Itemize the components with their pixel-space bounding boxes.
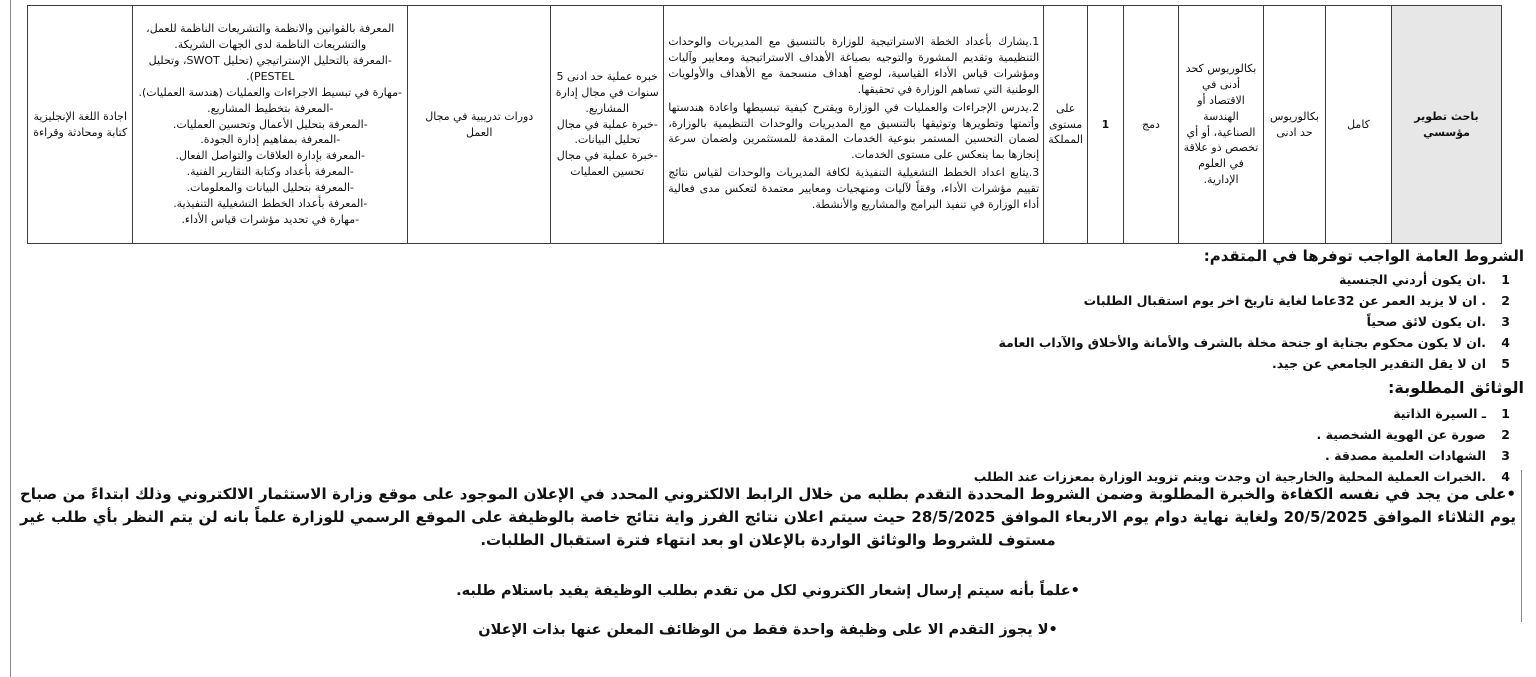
document-item <box>324 445 1524 466</box>
knowledge-item: المعرفة بالقوانين والانظمة والتشريعات الناظمة للعمل، والتشريعات الناظمة لدى الجهات الشريكة. <box>146 21 395 51</box>
knowledge-item: -المعرفة بإدارة العلاقات والتواصل الفعال. <box>175 149 365 163</box>
qualification-detail-cell: بكالوريوس كحد أدنى في الاقتصاد أو الهندسة الصناعية، أو أي تخصص ذو علاقة في العلوم الإدارية. <box>1179 6 1264 244</box>
knowledge-item: -المعرفة بالتحليل الإستراتيجي (تحليل SWOT، وتحليل PESTEL). <box>148 53 392 83</box>
duty-item: 1.يشارك بأعداد الخطة الاستراتيجية للوزارة بالتنسيق مع المديريات والوحدات التنظيمية وتقديم المشورة والتوجيه بصياغة الأهداف الاستراتيجية ومعايير وآليات ومؤشرات قياس الأداء القياسية، لوضع أهداف منسجمة مع الأهداف والأولويات الوطنية التي تساهم الوزارة في تحقيقها. <box>668 34 1040 96</box>
training-cell: دورات تدريبية في مجال العمل <box>408 6 551 244</box>
single-application-note: •لا يجوز التقدم الا على وظيفة واحدة فقط من الوظائف المعلن عنها بذات الإعلان <box>478 622 1058 638</box>
notification-note: •علماً بأنه سيتم إرسال إشعار الكتروني لكل من تقدم بطلب الوظيفة يفيد باستلام طلبه. <box>456 583 1080 599</box>
general-conditions-list <box>324 269 1524 374</box>
employment-type-cell: كامل <box>1326 6 1392 244</box>
document-item <box>324 403 1524 424</box>
document-number: 3 <box>1501 448 1510 463</box>
experience-cell <box>551 6 664 244</box>
location-cell: على مستوى المملكة <box>1044 6 1088 244</box>
job-title: باحث تطوير مؤسسي <box>1414 109 1479 139</box>
condition-number: 4 <box>1501 335 1510 350</box>
notes-section <box>20 483 1516 638</box>
condition-text: .ان لا يكون محكوم بجناية او جنحة مخلة بالشرف والأمانة والأخلاق والآداب العامة <box>998 335 1486 350</box>
condition-number: 3 <box>1501 314 1510 329</box>
condition-number: 2 <box>1501 293 1510 308</box>
condition-number: 5 <box>1501 356 1510 371</box>
knowledge-item: -المعرفة بأعداد وكتابة التقارير الفنية. <box>186 165 354 179</box>
knowledge-item: -مهارة في تحديد مؤشرات قياس الأداء. <box>181 213 360 227</box>
category-cell: دمج <box>1124 6 1179 244</box>
language-skills-cell: اجادة اللغة الإنجليزية كتابة ومحادثة وقراءة <box>28 6 133 244</box>
knowledge-item: -المعرفة بتخطيط المشاريع. <box>207 101 334 115</box>
duty-item: 2.يدرس الإجراءات والعمليات في الوزارة ويقترح كيفية تبسيطها واعادة هندستها وأتمتها وتطويرها وتوثيقها بالتنسيق مع المديريات والوحدات التنظيمية بالوزارة، لضمان التحسين المستمر بنوعية الخدمات المقدمة للمستثمرين ولضمان سرعة إنجازها بما ينعكس على مستوى الخدمات. <box>668 100 1040 162</box>
condition-text: ان لا يقل التقدير الجامعي عن جيد. <box>1272 356 1486 371</box>
duties-cell <box>664 6 1044 244</box>
application-instructions-note: •على من يجد في نفسه الكفاءة والخبرة المطلوبة وضمن الشروط المحددة التقدم بطلبه من خلال الرابط الالكتروني المحدد في الإعلان الموجود على موقع وزارة الاستثمار الالكتروني وذلك ابتداءً من صباح يوم الثلاثاء الموافق 20/5/2025 ولغاية نهاية دوام يوم الاربعاء الموافق 28/5/2025 حيث سيتم اعلان نتائج الفرز واية نتائج خاصة بالوظيفة على الموقع الرسمي للوزارة علماً بانه لن يتم النظر بأي طلب غير مستوف للشروط والوثائق الواردة بالإعلان او بعد انتهاء فترة استقبال الطلبات. <box>20 485 1516 549</box>
job-posting-table <box>27 5 1502 244</box>
page-left-border-line <box>10 0 11 677</box>
condition-item <box>324 353 1524 374</box>
condition-item <box>324 332 1524 353</box>
condition-item <box>324 311 1524 332</box>
required-documents-title: الوثائق المطلوبة: <box>1387 378 1524 397</box>
knowledge-item: -المعرفة بأعداد الخطط التشغيلية التنفيذية. <box>173 197 368 211</box>
condition-text: .ان يكون لائق صحياً <box>1366 314 1486 329</box>
knowledge-item: -المعرفة بتحليل الأعمال وتحسين العمليات. <box>172 117 368 131</box>
knowledge-item: -مهارة في تبسيط الاجراءات والعمليات (هندسة العمليات). <box>138 85 402 99</box>
document-text: صورة عن الهوية الشخصية . <box>1316 427 1486 442</box>
conditions-and-documents-section <box>324 246 1524 487</box>
document-text: ـ السيرة الذاتية <box>1393 406 1486 421</box>
required-documents-list <box>324 403 1524 487</box>
experience-item: -خبرة عملية في مجال تحسين العمليات <box>556 149 658 179</box>
knowledge-skills-cell <box>133 6 408 244</box>
document-item <box>324 424 1524 445</box>
vacancies-count-cell: 1 <box>1088 6 1124 244</box>
job-title-cell <box>1392 6 1502 244</box>
condition-text: . ان لا يزيد العمر عن 32عاما لغاية تاريخ اخر يوم استقبال الطلبات <box>1083 293 1486 308</box>
condition-item <box>324 269 1524 290</box>
experience-item: خبره عملية حد ادنى 5 سنوات في مجال إدارة المشاريع. <box>555 69 659 115</box>
table-row <box>28 6 1502 244</box>
experience-item: -خبرة عملية في مجال تحليل البيانات. <box>556 117 658 147</box>
general-conditions-title: الشروط العامة الواجب توفرها في المتقدم: <box>1203 247 1524 265</box>
condition-text: .ان يكون أردني الجنسية <box>1339 272 1486 287</box>
document-number: 4 <box>1501 469 1510 484</box>
document-text: الشهادات العلمية مصدقة . <box>1325 448 1486 463</box>
document-text: .الخبرات العملية المحلية والخارجية ان وجدت ويتم تزويد الوزارة بمعززات عند الطلب <box>973 469 1486 484</box>
document-number: 2 <box>1501 427 1510 442</box>
knowledge-item: -المعرفة بتحليل البيانات والمعلومات. <box>186 181 354 195</box>
condition-item <box>324 290 1524 311</box>
minimum-degree-cell: بكالوريوس حد ادنى <box>1264 6 1326 244</box>
knowledge-item: -المعرفة بمفاهيم إدارة الجودة. <box>200 133 341 147</box>
duty-item: 3.يتابع اعداد الخطط التشغيلية التنفيذية لكافة المديريات والوحدات لقياس نتائج تقييم مؤشرات الأداء، وفقاً لآليات ومنهجيات ومعايير معتمدة لتعكس مدى فعالية أداء الوزارة في تنفيذ البرامج والمشاريع والأنشطة. <box>668 166 1040 212</box>
condition-number: 1 <box>1501 272 1510 287</box>
page-right-border-line <box>1521 470 1522 622</box>
document-number: 1 <box>1501 406 1510 421</box>
